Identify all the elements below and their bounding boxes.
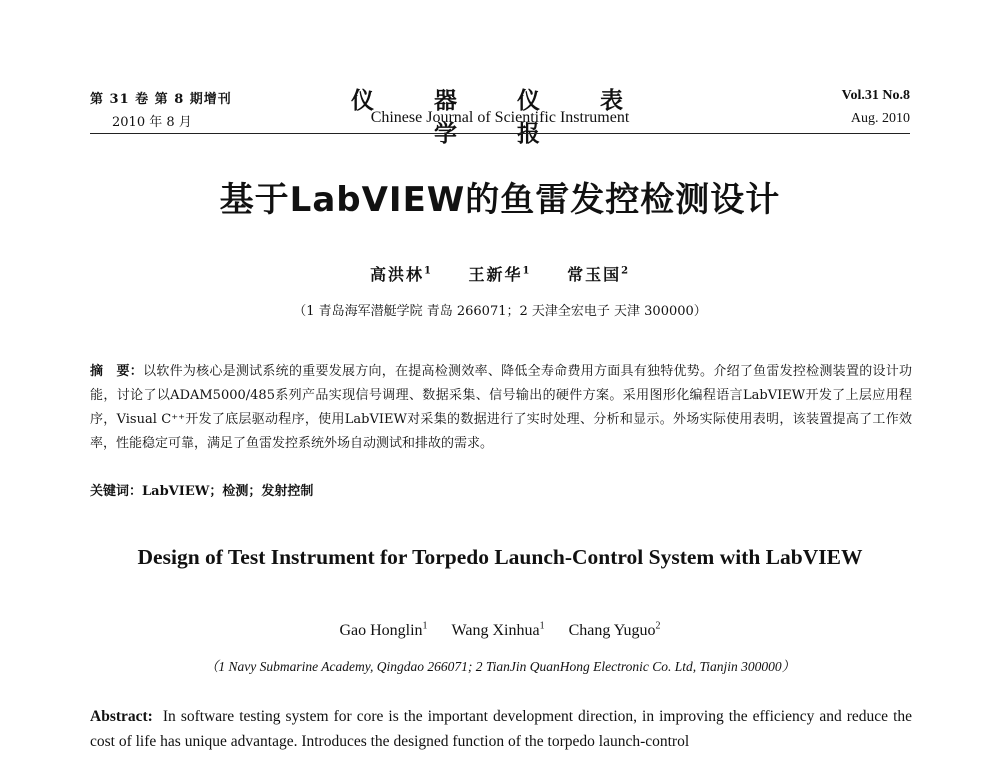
affiliation-cn: （1 青岛海军潜艇学院 青岛 266071；2 天津全宏电子 天津 300000）	[293, 304, 707, 319]
keywords-label-cn: 关键词：	[90, 484, 143, 499]
header-rule	[90, 133, 910, 134]
publication-date-cn: 2010 年 8 月	[112, 115, 192, 130]
journal-name-en: Chinese Journal of Scientific Instrument	[370, 109, 630, 126]
keywords-text-cn: LabVIEW；检测；发射控制	[142, 484, 314, 499]
publication-date-en: Aug. 2010	[850, 111, 910, 126]
abstract-text-en: In software testing system for core is the important development direction, in improving the efficiency and reduce the cost of life has unique advantage. Introduces the designed function of the torpedo launch-control	[90, 708, 913, 750]
volume-issue-en: Vol.31 No.8	[841, 88, 910, 103]
journal-name-cn: 仪 器 仪 表 学 报	[350, 87, 650, 147]
abstract-label-cn: 摘 要：	[90, 364, 144, 379]
keywords-cn	[90, 480, 912, 499]
author-list-en	[0, 622, 1000, 640]
abstract-label-en: Abstract:	[90, 708, 153, 725]
author-en: Gao Honglin$^1$	[339, 620, 428, 639]
paper-title-cn: 基于LabVIEW的鱼雷发控检测设计	[219, 180, 781, 220]
abstract-cn	[90, 360, 912, 456]
abstract-en	[90, 704, 912, 754]
volume-issue: 第 31 卷 第 8 期增刊	[90, 92, 232, 107]
author-list-cn	[0, 262, 1000, 285]
author-cn: 高洪林$^1$	[369, 265, 433, 284]
abstract-text-cn: 以软件为核心是测试系统的重要发展方向，在提高检测效率、降低全寿命费用方面具有独特优势。介绍了鱼雷发控检测装置的设计功能，讨论了以ADAM5000/485系列产品实现信号调理、数据采集、信号输出的硬件方案。采用图形化编程语言LabVIEW开发了上层应用程序，Visual C⁺⁺开发了底层驱动程序，使用LabVIEW对采集的数据进行了实时处理、分析和显示。外场实际使用表明，该装置提高了工作效率，性能稳定可靠，满足了鱼雷发控系统外场自动测试和排故的需求。	[90, 364, 912, 451]
author-en: Chang Yuguo$^2$	[568, 620, 661, 639]
affiliation-en: （1 Navy Submarine Academy, Qingdao 266071; 2 TianJin QuanHong Electronic Co. Ltd, Tianjin 300000）	[204, 659, 796, 674]
author-cn: 王新华$^1$	[468, 265, 532, 284]
paper-title-en: Design of Test Instrument for Torpedo Launch-Control System with LabVIEW	[137, 545, 863, 569]
author-en: Wang Xinhua$^1$	[451, 620, 545, 639]
author-cn: 常玉国$^2$	[567, 265, 631, 284]
